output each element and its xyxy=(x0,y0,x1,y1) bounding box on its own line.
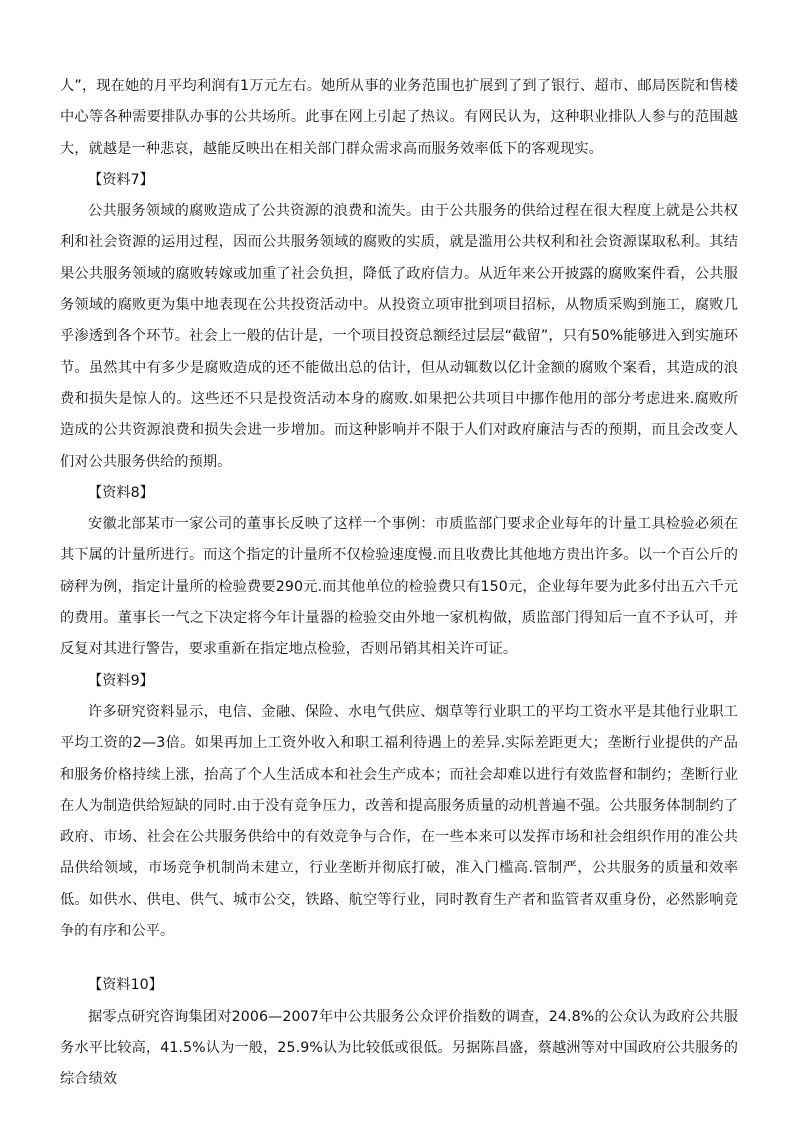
paragraph-material-10: 据零点研究咨询集团对2006—2007年中公共服务公众评价指数的调查，24.8%的公众认为政府公共服务水平比较高，41.5%认为一般，25.9%认为比较低或很低。另据陈昌盛，蔡越洲等对中国政府公共服务的综合绩效 xyxy=(60,1008,738,1088)
paragraph-intro-continuation: 人”，现在她的月平均利润有1万元左右。她所从事的业务范围也扩展到了到了银行、超市、邮局医院和售楼中心等各种需要排队办事的公共场所。此事在网上引起了热议。有网民认为，这种职业排队人参与的范围越大，就越是一种悲哀，越能反映出在相关部门群众需求高而服务效率低下的客观现实。 xyxy=(60,78,738,157)
section-heading-material-9: 【资料9】 xyxy=(88,672,154,689)
section-heading-material-8: 【资料8】 xyxy=(88,484,154,501)
paragraph-spacer xyxy=(60,947,738,970)
section-heading-material-7: 【资料7】 xyxy=(88,171,154,188)
section-heading-material-10: 【资料10】 xyxy=(88,977,163,994)
paragraph-material-9: 许多研究资料显示，电信、金融、保险、水电气供应、烟草等行业职工的平均工资水平是其他行业职工平均工资的2—3倍。如果再加上工资外收入和职工福利待遇上的差异.实际差距更大；垄断行业提供的产品和服务价格持续上涨，抬高了个人生活成本和社会生产成本；而社会却难以进行有效监督和制约；垄断行业在人为制造供给短缺的同时.由于没有竞争压力，改善和提高服务质量的动机普遍不强。公共服务体制制约了政府、市场、社会在公共服务供给中的有效竞争与合作，在一些本来可以发挥市场和社会组织作用的准公共品供给领域，市场竞争机制尚未建立，行业垄断并彻底打破，准入门槛高.管制严，公共服务的质量和效率低。如供水、供电、供气、城市公交，铁路、航空等行业，同时教育生产者和监管者双重身份，必然影响竞争的有序和公平。 xyxy=(60,703,738,940)
paragraph-material-7: 公共服务领域的腐败造成了公共资源的浪费和流失。由于公共服务的供给过程在很大程度上就是公共权利和社会资源的运用过程，因而公共服务领域的腐败的实质，就是滥用公共权利和社会资源谋取私利。其结果公共服务领域的腐败转嫁或加重了社会负担，降低了政府信力。从近年来公开披露的腐败案件看，公共服务领域的腐败更为集中地表现在公共投资活动中。从投资立项审批到项目招标，从物质采购到施工，腐败几乎渗透到各个环节。社会上一般的估计是，一个项目投资总额经过层层“截留”，只有50%能够进入到实施环节。虽然其中有多少是腐败造成的还不能做出总的估计，但从动辄数以亿计金额的腐败个案看，其造成的浪费和损失是惊人的。这些还不只是投资活动本身的腐败.如果把公共项目中挪作他用的部分考虑进来.腐败所造成的公共资源浪费和损失会进一步增加。而这种影响并不限于人们对政府廉洁与否的预期，而且会改变人们对公共服务供给的预期。 xyxy=(60,203,738,470)
paragraph-material-8: 安徽北部某市一家公司的董事长反映了这样一个事例：市质监部门要求企业每年的计量工具检验必须在其下属的计量所进行。而这个指定的计量所不仅检验速度慢.而且收费比其他地方贵出许多。以一个百公斤的磅秤为例，指定计量所的检验费要290元.而其他单位的检验费只有150元，企业每年要为此多付出五六千元的费用。董事长一气之下决定将今年计量器的检验交由外地一家机构做，质监部门得知后一直不予认可，并反复对其进行警告，要求重新在指定地点检验，否则吊销其相关许可证。 xyxy=(60,516,738,658)
